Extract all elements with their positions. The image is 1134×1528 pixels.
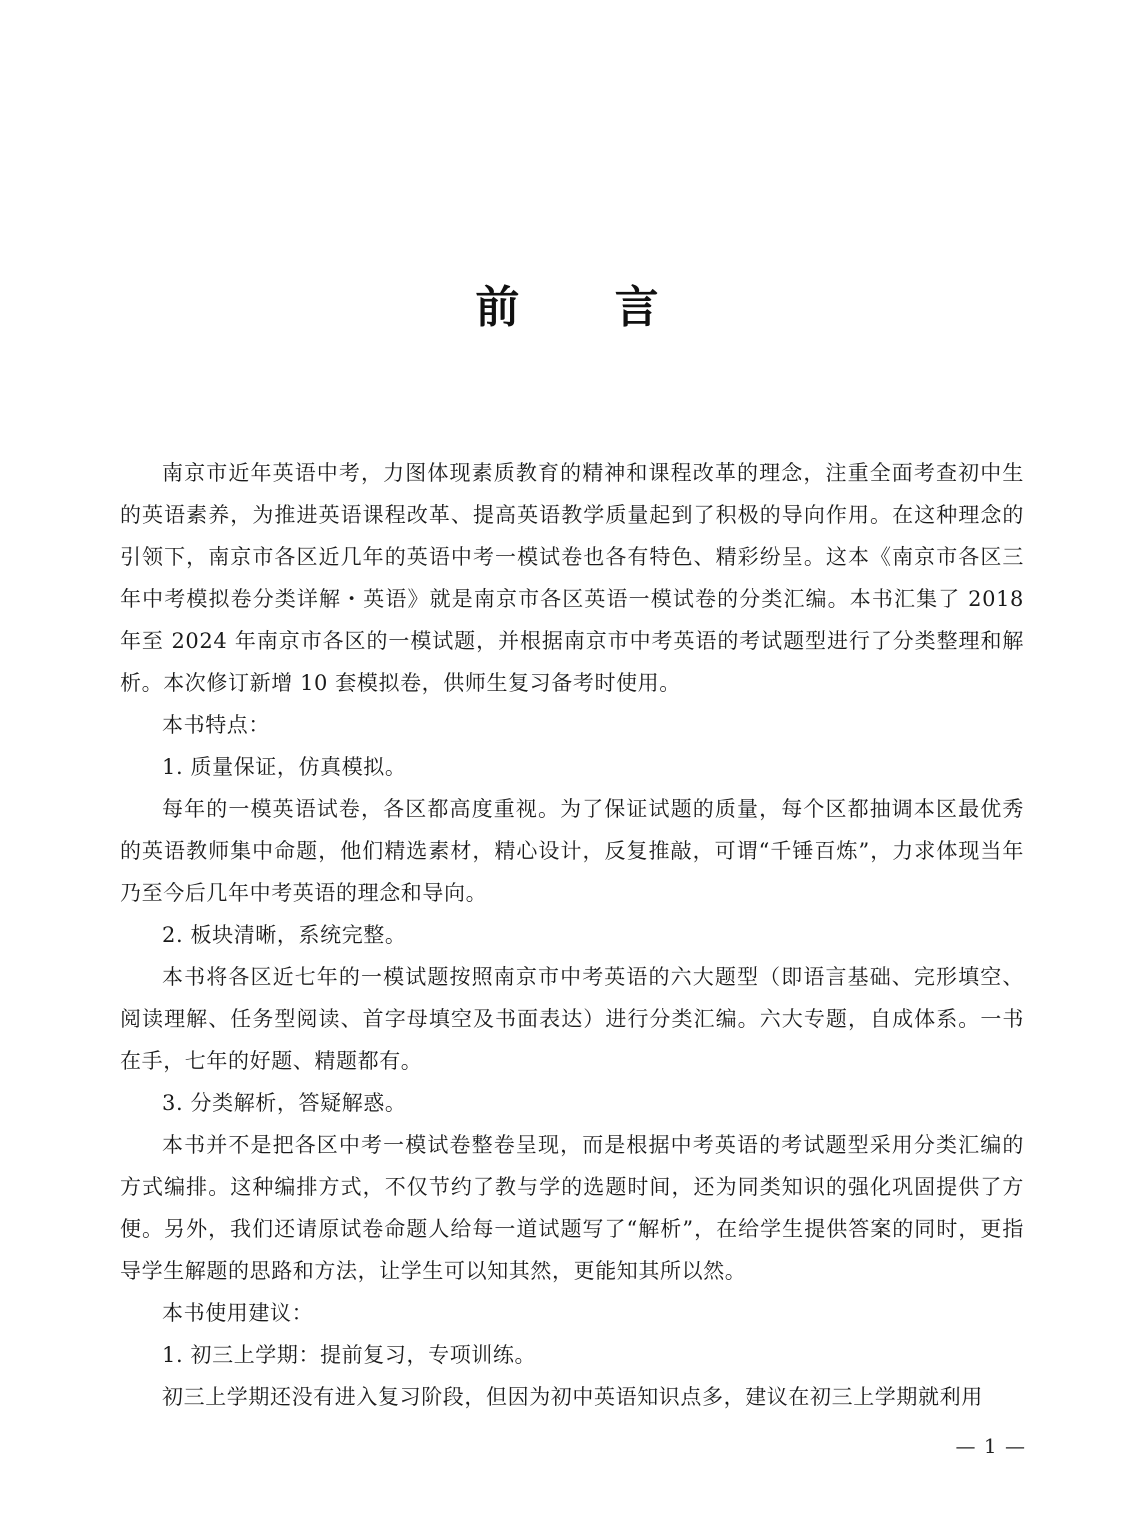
paragraph-feature-2-title: 2. 板块清晰，系统完整。 (162, 923, 407, 947)
body-text (120, 452, 1024, 1418)
paragraph-usage-heading: 本书使用建议： (162, 1301, 314, 1325)
page-title: 前 言 (475, 282, 699, 333)
paragraph-intro: 南京市近年英语中考，力图体现素质教育的精神和课程改革的理念，注重全面考查初中生的英语素养，为推进英语课程改革、提高英语教学质量起到了积极的导向作用。在这种理念的引领下，南京市各区近几年的英语中考一模试卷也各有特色、精彩纷呈。这本《南京市各区三年中考模拟卷分类详解・英语》就是南京市各区英语一模试卷的分类汇编。本书汇集了 2018 年至 2024 年南京市各区的一模试题，并根据南京市中考英语的考试题型进行了分类整理和解析。本次修订新增 10 套模拟卷，供师生复习备考时使用。 (120, 461, 1024, 695)
paragraph-features-heading: 本书特点： (162, 713, 270, 737)
paragraph-feature-1-title: 1. 质量保证，仿真模拟。 (162, 755, 407, 779)
page-number: — 1 — (955, 1434, 1026, 1458)
paragraph-feature-2-body: 本书将各区近七年的一模试题按照南京市中考英语的六大题型（即语言基础、完形填空、阅读理解、任务型阅读、首字母填空及书面表达）进行分类汇编。六大专题，自成体系。一书在手，七年的好题、精题都有。 (120, 965, 1024, 1073)
paragraph-feature-3-title: 3. 分类解析，答疑解惑。 (162, 1091, 407, 1115)
paragraph-feature-1-body: 每年的一模英语试卷，各区都高度重视。为了保证试题的质量，每个区都抽调本区最优秀的英语教师集中命题，他们精选素材，精心设计，反复推敲，可谓“千锤百炼”，力求体现当年乃至今后几年中考英语的理念和导向。 (120, 797, 1024, 905)
paragraph-usage-1-body: 初三上学期还没有进入复习阶段，但因为初中英语知识点多，建议在初三上学期就利用 (162, 1385, 983, 1409)
paragraph-feature-3-body: 本书并不是把各区中考一模试卷整卷呈现，而是根据中考英语的考试题型采用分类汇编的方式编排。这种编排方式，不仅节约了教与学的选题时间，还为同类知识的强化巩固提供了方便。另外，我们还请原试卷命题人给每一道试题写了“解析”，在给学生提供答案的同时，更指导学生解题的思路和方法，让学生可以知其然，更能知其所以然。 (120, 1133, 1024, 1283)
paragraph-usage-1-title: 1. 初三上学期：提前复习，专项训练。 (162, 1343, 537, 1367)
